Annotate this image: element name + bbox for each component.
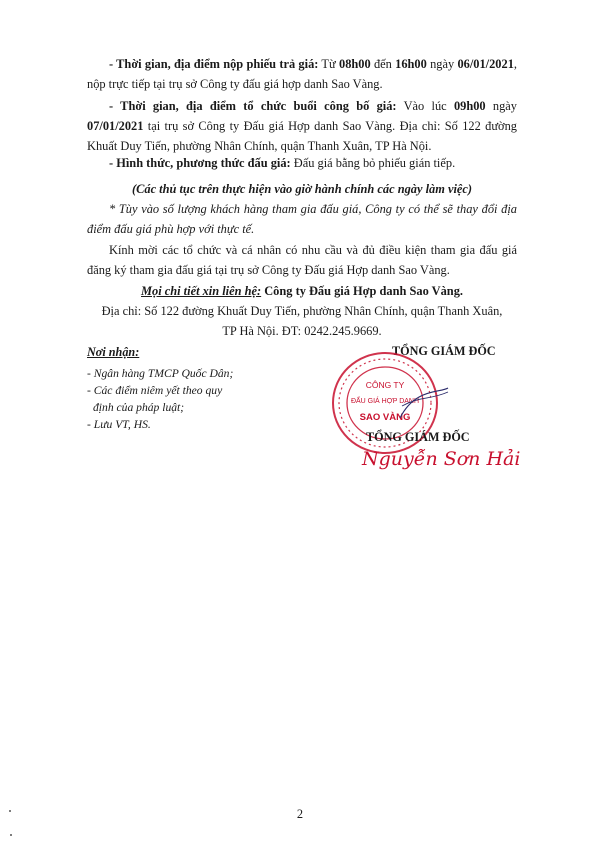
signer-name: Nguyễn Sơn Hải <box>362 448 521 470</box>
location-change-note: * Tùy vào số lượng khách hàng tham gia đấu giá, Công ty có thể sẽ thay đổi địa điểm đấu giá phù hợp với thực tế. <box>87 202 517 236</box>
signature-title-top: TỔNG GIÁM ĐỐC <box>392 344 496 358</box>
paragraph-announcement-time: - Thời gian, địa điểm tổ chức buổi công bố giá: Vào lúc 09h00 ngày 07/01/2021 tại trụ sở Công ty Đấu giá Hợp danh Sao Vàng. Địa chỉ: Số 122 đường Khuất Duy Tiến, phường Nhân Chính, quận Thanh Xuân, TP Hà Nội. <box>87 99 517 153</box>
recipient-item: - Các điểm niêm yết theo quy <box>87 384 223 397</box>
scan-speck <box>10 834 12 836</box>
contact-phone: TP Hà Nội. ĐT: 0242.245.9669. <box>222 324 382 338</box>
paragraph-submission-time: - Thời gian, địa điểm nộp phiếu trả giá: Từ 08h00 đến 16h00 ngày 06/01/2021, nộp trực tiếp tại trụ sở Công ty đấu giá hợp danh Sao Vàng. <box>87 57 517 91</box>
page-number: 2 <box>296 807 304 821</box>
recipient-item: định của pháp luật; <box>93 401 185 414</box>
svg-text:ĐẤU GIÁ HỢP DANH: ĐẤU GIÁ HỢP DANH <box>350 398 420 405</box>
invitation-paragraph: Kính mời các tổ chức và cá nhân có nhu cầu và đủ điều kiện tham gia đấu giá đăng ký tham gia đấu giá tại trụ sở Công ty Đấu giá Hợp danh Sao Vàng. <box>87 243 517 277</box>
svg-text:CÔNG TY: CÔNG TY <box>365 380 405 390</box>
paragraph-auction-method: - Hình thức, phương thức đấu giá: Đấu giá bằng bỏ phiếu gián tiếp. <box>109 156 456 170</box>
office-hours-note: (Các thủ tục trên thực hiện vào giờ hành chính các ngày làm việc) <box>131 182 473 196</box>
recipients-title: Nơi nhận: <box>87 345 140 359</box>
contact-line: Mọi chi tiết xin liên hệ: Công ty Đấu giá Hợp danh Sao Vàng. <box>141 284 463 298</box>
scan-speck <box>9 810 11 812</box>
contact-address: Địa chỉ: Số 122 đường Khuất Duy Tiến, phường Nhân Chính, quận Thanh Xuân, <box>101 304 503 318</box>
signature-block <box>330 340 530 480</box>
recipient-item: - Ngân hàng TMCP Quốc Dân; <box>87 367 234 380</box>
svg-text:SAO VÀNG: SAO VÀNG <box>359 412 411 423</box>
recipient-item: - Lưu VT, HS. <box>87 418 151 431</box>
signature-title-bottom: TỔNG GIÁM ĐỐC <box>366 430 470 444</box>
